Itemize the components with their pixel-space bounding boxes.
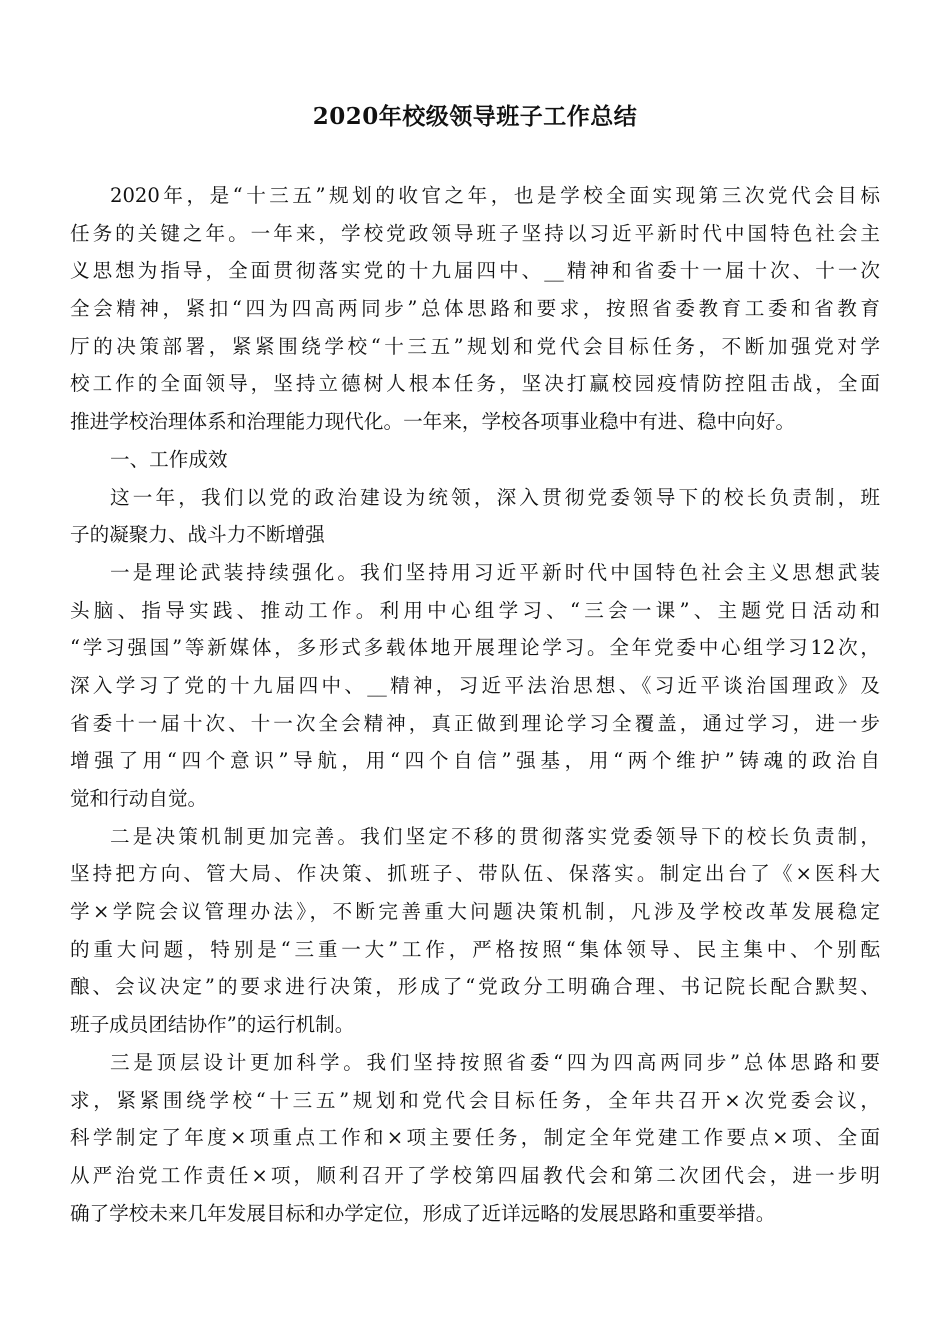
paragraph-line: 三是顶层设计更加科学。我们坚持按照省委“四为四高两同步”总体思路和要: [110, 1050, 880, 1074]
document-body: [70, 177, 880, 1232]
paragraph-line: 二是决策机制更加完善。我们坚定不移的贯彻落实党委领导下的校长负责制，: [110, 824, 880, 848]
paragraph-line: 增强了用“四个意识”导航，用“四个自信”强基，用“两个维护”铸魂的政治自: [70, 749, 880, 773]
paragraph-line: 这一年，我们以党的政治建设为统领，深入贯彻党委领导下的校长负责制，班: [110, 485, 880, 509]
paragraph-line: 全会精神，紧扣“四为四高两同步”总体思路和要求，按照省委教育工委和省教育: [70, 297, 880, 321]
paragraph-line: 校工作的全面领导，坚持立德树人根本任务，坚决打赢校园疫情防控阻击战，全面: [70, 372, 880, 396]
paragraph-line: 推进学校治理体系和治理能力现代化。一年来，学校各项事业稳中有进、稳中向好。: [70, 410, 795, 434]
paragraph-line: 从严治党工作责任×项，顺利召开了学校第四届教代会和第二次团代会，进一步明: [70, 1163, 880, 1187]
paragraph-line: 一是理论武装持续强化。我们坚持用习近平新时代中国特色社会主义思想武装: [110, 560, 880, 584]
paragraph-line: 酿、会议决定”的要求进行决策，形成了“党政分工明确合理、书记院长配合默契、: [70, 975, 880, 999]
paragraph-line: 学×学院会议管理办法》，不断完善重大问题决策机制，凡涉及学校改革发展稳定: [70, 900, 880, 924]
paragraph-line: “学习强国”等新媒体，多形式多载体地开展理论学习。全年党委中心组学习12次，: [70, 636, 880, 660]
paragraph-line: 班子成员团结协作”的运行机制。: [70, 1013, 355, 1037]
document-title: 2020年校级领导班子工作总结: [312, 103, 638, 130]
paragraph-line: 觉和行动自觉。: [70, 787, 208, 810]
paragraph-line: 的重大问题，特别是“三重一大”工作，严格按照“集体领导、民主集中、个别酝: [70, 937, 880, 961]
paragraph-line: 确了学校未来几年发展目标和办学定位，形成了近详远略的发展思路和重要举措。: [70, 1201, 776, 1225]
paragraph-line: 头脑、指导实践、推动工作。利用中心组学习、“三会一课”、主题党日活动和: [70, 598, 880, 622]
paragraph-line: 子的凝聚力、战斗力不断增强: [70, 523, 325, 547]
paragraph-line: 深入学习了党的十九届四中、__精神，习近平法治思想、《习近平谈治国理政》及: [70, 673, 880, 697]
paragraph-line: 省委十一届十次、十一次全会精神，真正做到理论学习全覆盖，通过学习，进一步: [70, 711, 880, 735]
paragraph-line: 任务的关键之年。一年来，学校党政领导班子坚持以习近平新时代中国特色社会主: [70, 221, 880, 245]
paragraph-line: 坚持把方向、管大局、作决策、抓班子、带队伍、保落实。制定出台了《×医科大: [70, 862, 880, 886]
paragraph-line: 求，紧紧围绕学校“十三五”规划和党代会目标任务，全年共召开×次党委会议，: [70, 1088, 880, 1112]
section-heading: 一、工作成效: [110, 447, 228, 471]
paragraph-line: 2020年，是“十三五”规划的收官之年，也是学校全面实现第三次党代会目标: [110, 184, 880, 207]
paragraph-line: 科学制定了年度×项重点工作和×项主要任务，制定全年党建工作要点×项、全面: [70, 1126, 880, 1150]
paragraph-line: 厅的决策部署，紧紧围绕学校“十三五”规划和党代会目标任务，不断加强党对学: [70, 334, 880, 358]
paragraph-line: 义思想为指导，全面贯彻落实党的十九届四中、__精神和省委十一届十次、十一次: [70, 259, 880, 283]
